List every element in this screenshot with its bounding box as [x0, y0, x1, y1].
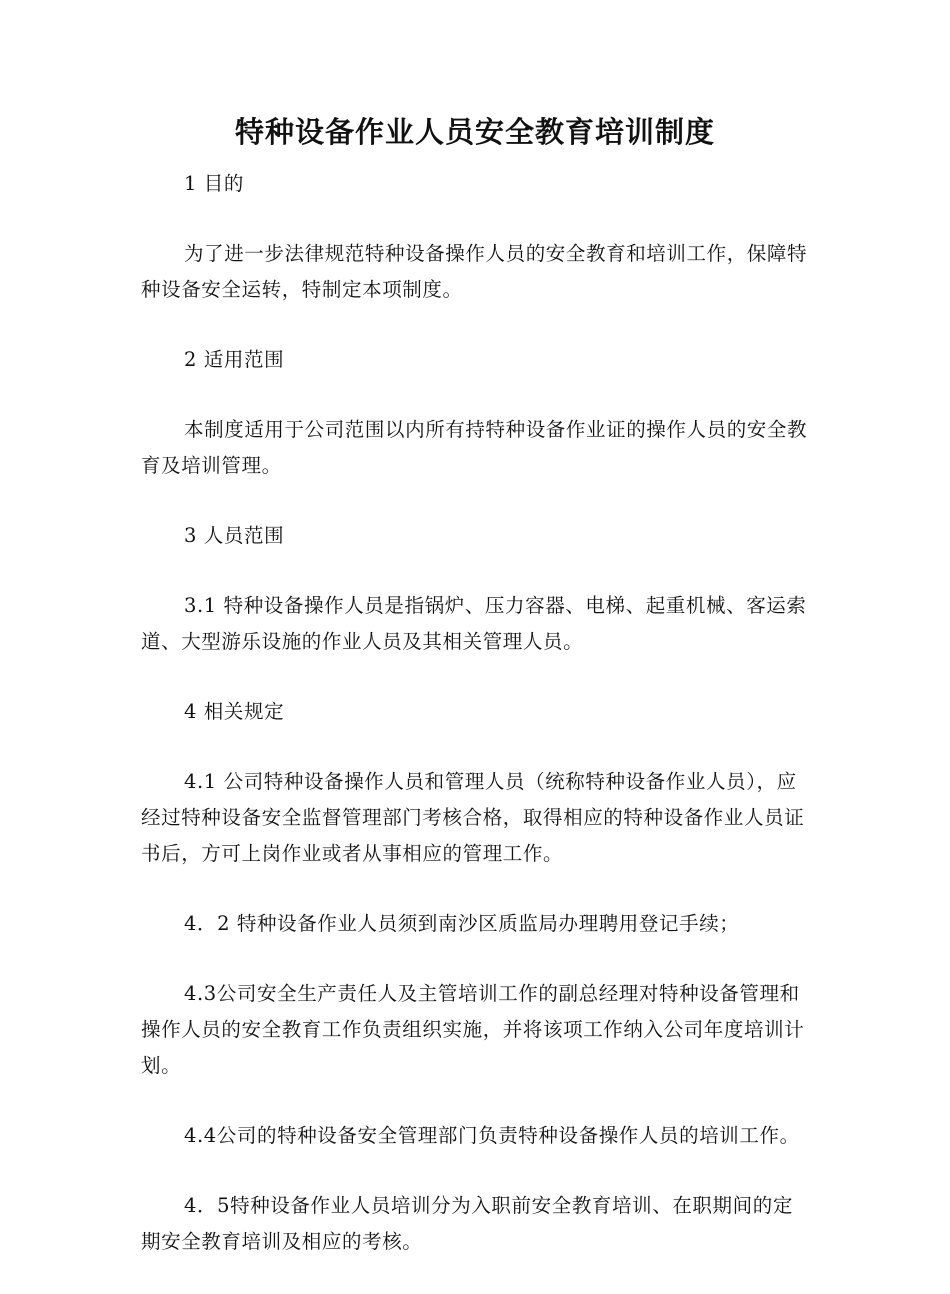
- paragraph-4-2: 4．2 特种设备作业人员须到南沙区质监局办理聘用登记手续；: [184, 912, 740, 935]
- section-heading-scope: 2 适用范围: [184, 348, 285, 371]
- paragraph-4-1: 4.1 公司特种设备操作人员和管理人员（统称特种设备作业人员），应经过特种设备安全监督管理部门考核合格，取得相应的特种设备作业人员证书后，方可上岗作业或者从事相应的管理工作。: [141, 770, 805, 865]
- paragraph-3-1: 3.1 特种设备操作人员是指锅炉、压力容器、电梯、起重机械、客运索道、大型游乐设施的作业人员及其相关管理人员。: [141, 594, 807, 653]
- paragraph-4-5: 4．5特种设备作业人员培训分为入职前安全教育培训、在职期间的定期安全教育培训及相应的考核。: [141, 1194, 793, 1253]
- paragraph-4-3: 4.3公司安全生产责任人及主管培训工作的副总经理对特种设备管理和操作人员的安全教育工作负责组织实施，并将该项工作纳入公司年度培训计划。: [141, 982, 805, 1077]
- section-heading-personnel: 3 人员范围: [184, 524, 285, 547]
- section-heading-regulations: 4 相关规定: [184, 700, 285, 723]
- paragraph-4-4: 4.4公司的特种设备安全管理部门负责特种设备操作人员的培训工作。: [184, 1124, 800, 1147]
- document-body: [141, 166, 811, 1294]
- document-title: 特种设备作业人员安全教育培训制度: [234, 115, 715, 149]
- section-heading-purpose: 1 目的: [184, 172, 245, 195]
- paragraph-scope: 本制度适用于公司范围以内所有持特种设备作业证的操作人员的安全教育及培训管理。: [141, 418, 808, 477]
- paragraph-purpose: 为了进一步法律规范特种设备操作人员的安全教育和培训工作，保障特种设备安全运转，特制定本项制度。: [141, 242, 808, 301]
